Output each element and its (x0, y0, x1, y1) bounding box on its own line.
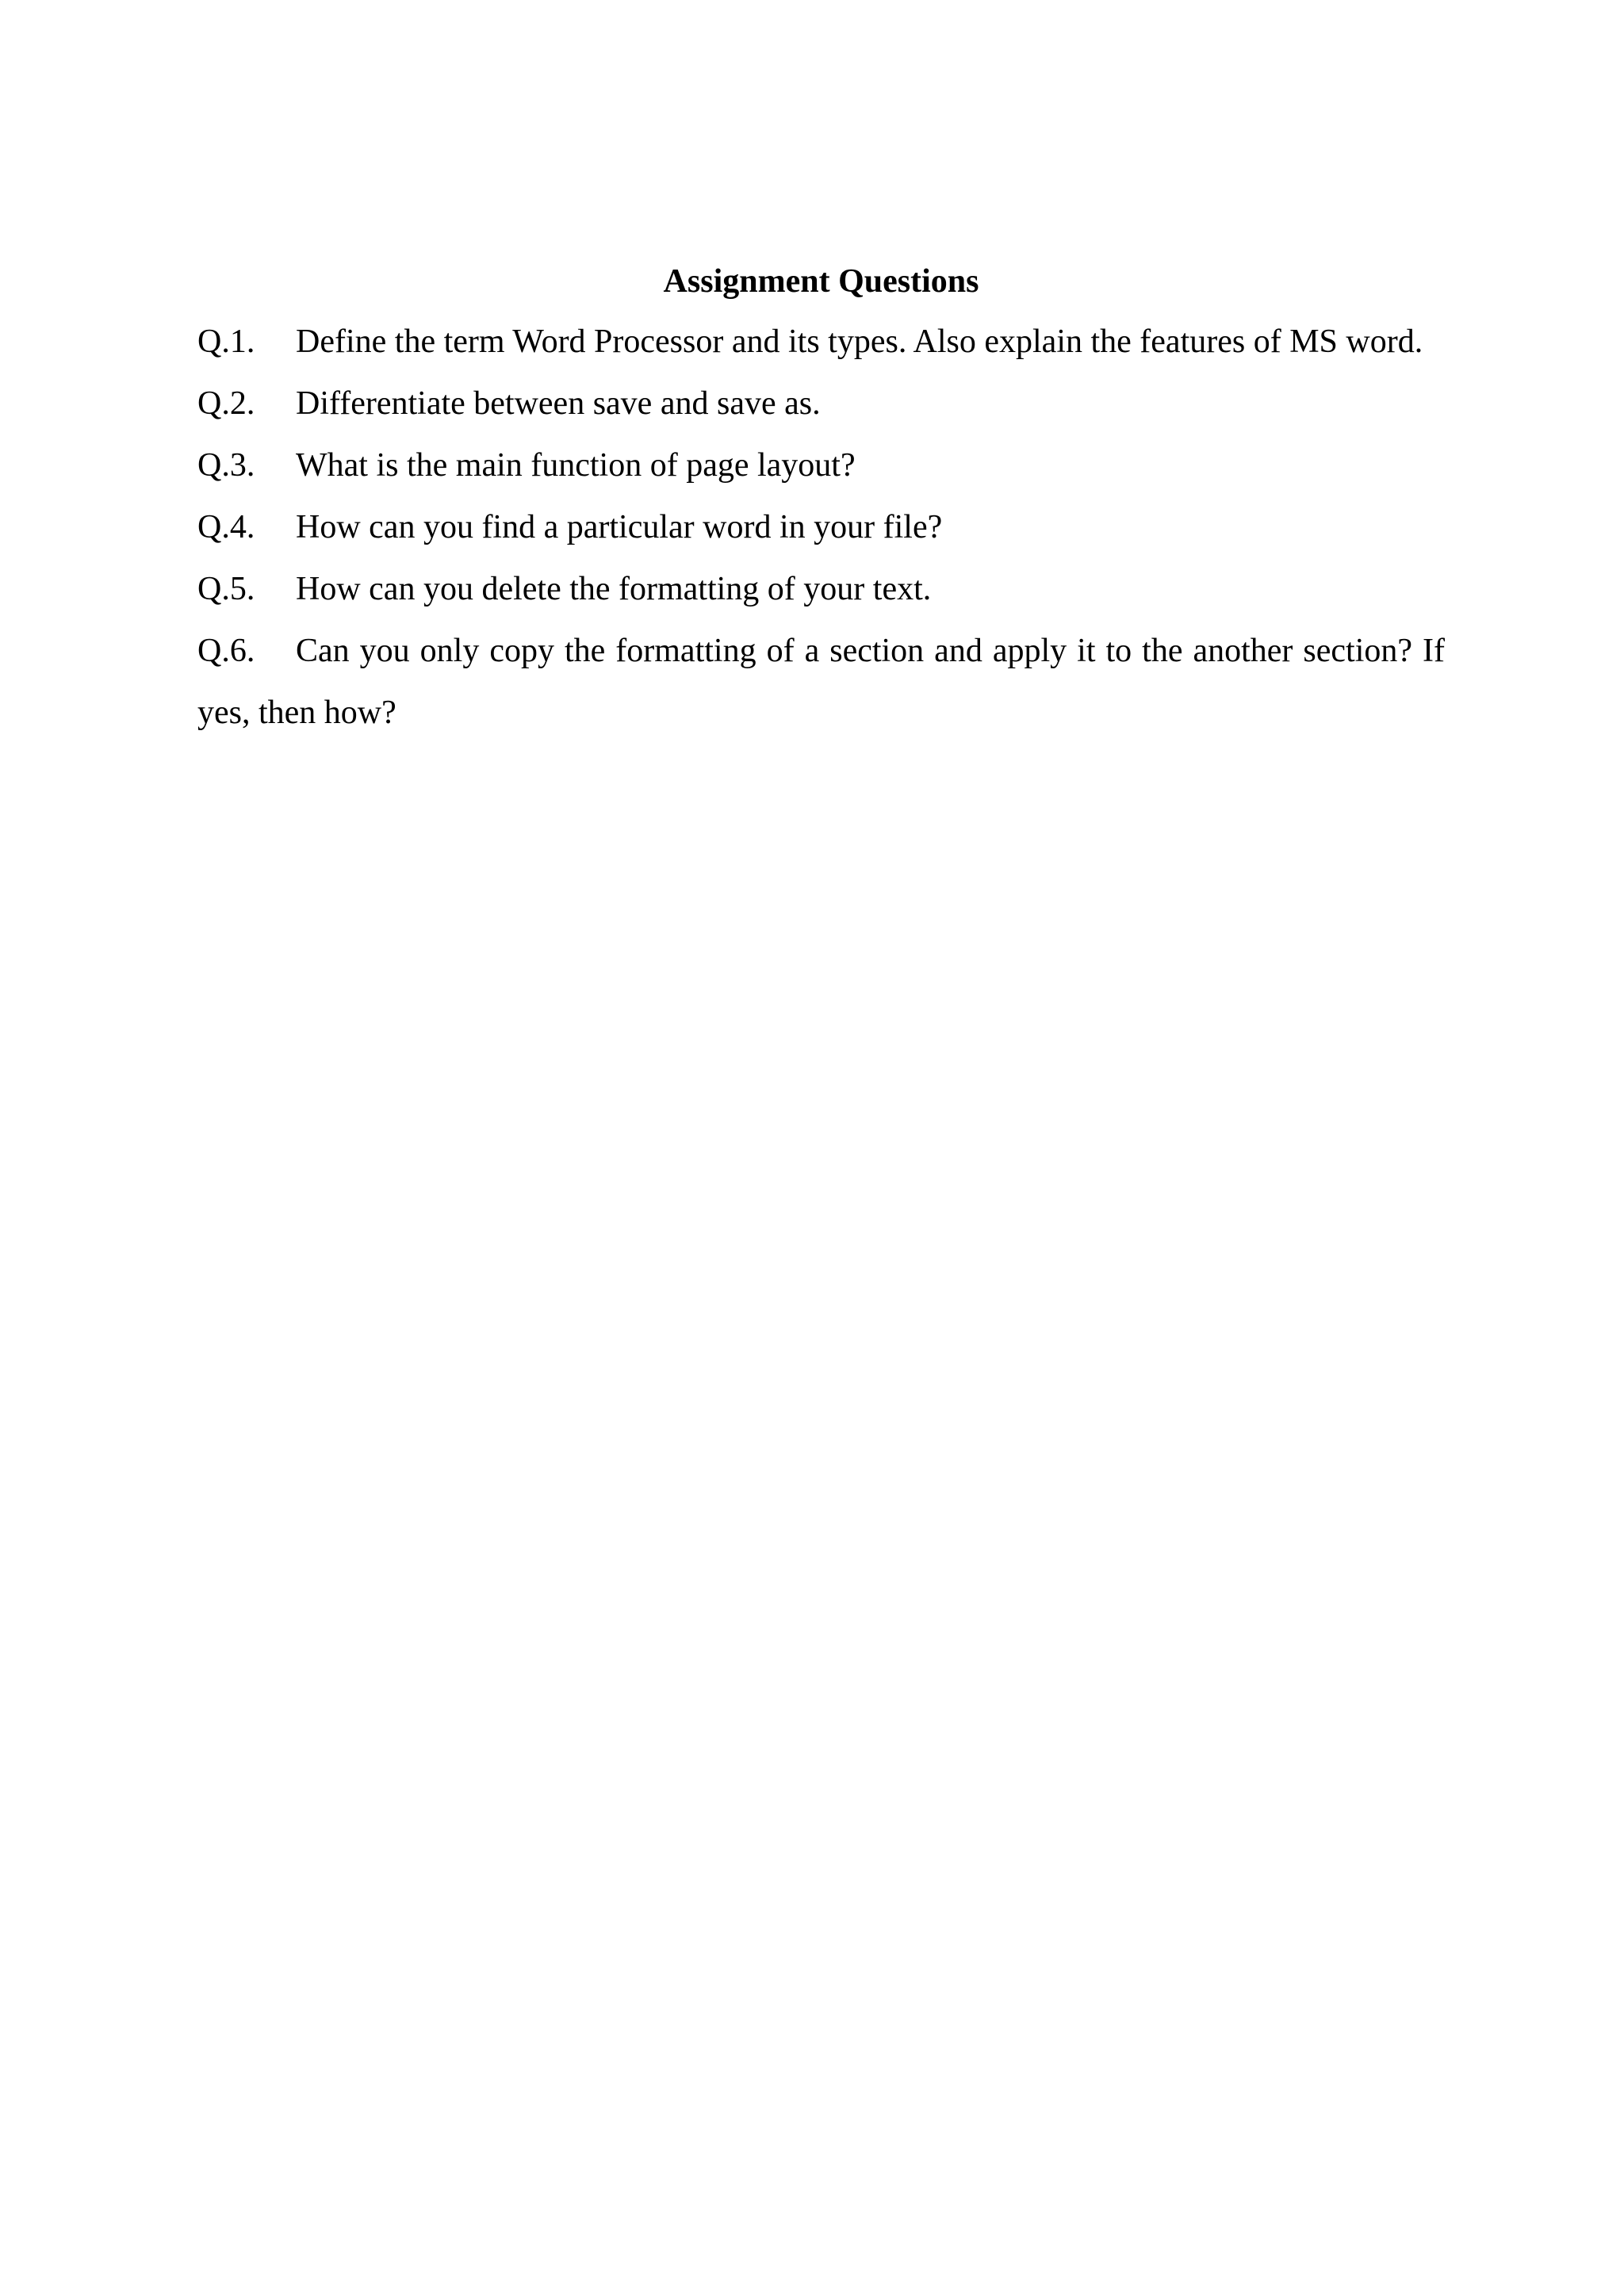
page-title: Assignment Questions (663, 263, 979, 300)
question-number: Q.2. (197, 385, 255, 422)
question-number: Q.5. (197, 571, 255, 607)
question-number: Q.1. (197, 323, 255, 360)
question-item-3 (197, 434, 1445, 496)
question-item-5 (197, 558, 1445, 620)
document-body (197, 252, 1445, 744)
question-text: How can you delete the formatting of your text. (296, 571, 932, 607)
question-item-4 (197, 496, 1445, 558)
question-text: Define the term Word Processor and its types. Also explain the features of MS word. (296, 323, 1423, 360)
question-item-6 (197, 620, 1445, 744)
question-number: Q.6. (197, 633, 255, 669)
question-number: Q.3. (197, 447, 255, 484)
question-number: Q.4. (197, 509, 255, 545)
question-text: What is the main function of page layout? (296, 447, 856, 484)
question-text: Can you only copy the formatting of a section and apply it to the another section? If yes, then how? (197, 633, 1445, 731)
question-item-2 (197, 373, 1445, 434)
question-text: Differentiate between save and save as. (296, 385, 821, 422)
question-item-1 (197, 311, 1445, 373)
question-text: How can you find a particular word in your file? (296, 509, 943, 545)
